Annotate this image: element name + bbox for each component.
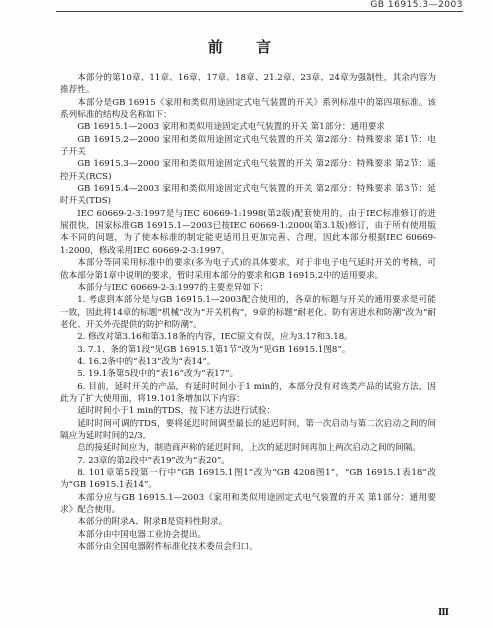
- paragraph-iec-basis: IEC 60669-2-3:1997是与IEC 60669-1:1998(第2版)配套使用的。由于IEC标准修订的进展很快，国家标准GB 16915.1—2003已按IEC 60669-1:2000(第3.1版)修订，由于所有使用版本不同的问题，为了使本标准的制定能更适用且更加完善、合理，因此本部分根据IEC 60669-1:2000，修改采用IEC 60669-2-3:1997。: [60, 208, 436, 256]
- test-method-intro: 延时时间小于1 min的TDS，按下述方法进行试验：: [77, 406, 276, 417]
- page-number: Ⅲ: [438, 608, 449, 618]
- difference-item-8: 8. 101章第5段第一行中“GB 16915.1图1”改为“GB 4208图1”，“GB 16915.1表18”改为“GB 16915.1表14”。: [60, 468, 436, 491]
- difference-item-4: 4. 16.2条中的“表13”改为“表14”。: [77, 356, 216, 367]
- test-method-total-time: 总的接延时间应为，制造商声称的延迟时间，上次的延迟时间再加上两次启动之间的间隔。: [77, 443, 421, 454]
- list-item-part2-section1: GB 16915.2—2000 家用和类似用途固定式电气装置的开关 第2部分：特殊要求 第1节：电子开关: [60, 134, 436, 158]
- difference-item-1: 1. 考虑到本部分是与GB 16915.1—2003配合使用的，各章的标题与开关的通用要求是可能一致，因此将14章的标题“机械”改为“开关机构”，9章的标题“耐老化、防有害进水和防潮”改为“耐老化、开关外壳提供的防护和防潮”。: [60, 295, 436, 330]
- paragraph-centralized-by: 本部分由全国电器附件标准化技术委员会归口。: [77, 542, 258, 553]
- paragraph-series-intro: 本部分是GB 16915《家用和类似用途固定式电气装置的开关》系列标准中的第四项标准。该系列标准的结构及名称如下：: [60, 97, 436, 121]
- paragraph-scope-note: 本部分等同采用标准中的要求(多为电子式)的具体要求，对于非电子电气延时开关的考核，可依本部分第1章中说明的要求，暂时采用本部分的要求和GB 16915.2中的适用要求。: [60, 258, 436, 281]
- test-method-adjustable: 延时时间可调的TDS，要将延迟时间调至最长的延迟时间，第一次启动与第二次启动之间的间隔应为延时时间的2/3。: [60, 418, 436, 441]
- paragraph-usage-with-part1: 本部分应与GB 16915.1—2003《家用和类似用途固定式电气装置的开关 第1部分：通用要求》配合使用。: [60, 492, 436, 516]
- list-item-part2-section2: GB 16915.3—2000 家用和类似用途固定式电气装置的开关 第2部分：特殊要求 第2节：遥控开关(RCS): [60, 159, 436, 182]
- paragraph-mandatory-clauses: 本部分的第10章、11章、16章、17章、18章、21.2章、23章、24章为强制性，其余内容为推荐性。: [60, 73, 436, 96]
- foreword-body: [60, 72, 436, 553]
- difference-item-6: 6. 目前，延时开关的产品，有延时时间小于1 min的，本部分没有对该类产品的试验方法，因此为了扩大使用面，将19.101条增加以下内容：: [60, 381, 436, 404]
- header-rule: [56, 11, 463, 12]
- difference-item-7: 7. 23章的第2段中“表19”改为“表20”。: [77, 455, 230, 466]
- difference-item-2: 2. 修改对第3.16和第3.18条的内容，IEC原文有误，应为3.17和3.18。: [77, 332, 353, 343]
- paragraph-annexes: 本部分的附录A、附录B是资料性附录。: [77, 517, 228, 528]
- page-title: 前 言: [207, 38, 286, 56]
- difference-item-5: 5. 19.1条第5段中的“表16”改为“表17”。: [77, 369, 239, 380]
- paragraph-proposed-by: 本部分由中国电器工业协会提出。: [77, 529, 207, 540]
- paragraph-differences-intro: 本部分与IEC 60669-2-3:1997的主要差异如下：: [77, 282, 269, 293]
- list-item-part1: GB 16915.1—2003 家用和类似用途固定式电气装置的开关 第1部分：通用要求: [77, 122, 385, 133]
- standard-number: GB 16915.3—2003: [370, 0, 463, 10]
- list-item-part2-section3: GB 16915.4—2003 家用和类似用途固定式电气装置的开关 第2部分：特殊要求 第3节：延时开关(TDS): [60, 184, 436, 207]
- difference-item-3: 3. 7.1、条的第1段“见GB 16915.1第1节”改为“见GB 16915.1图8”。: [77, 344, 351, 355]
